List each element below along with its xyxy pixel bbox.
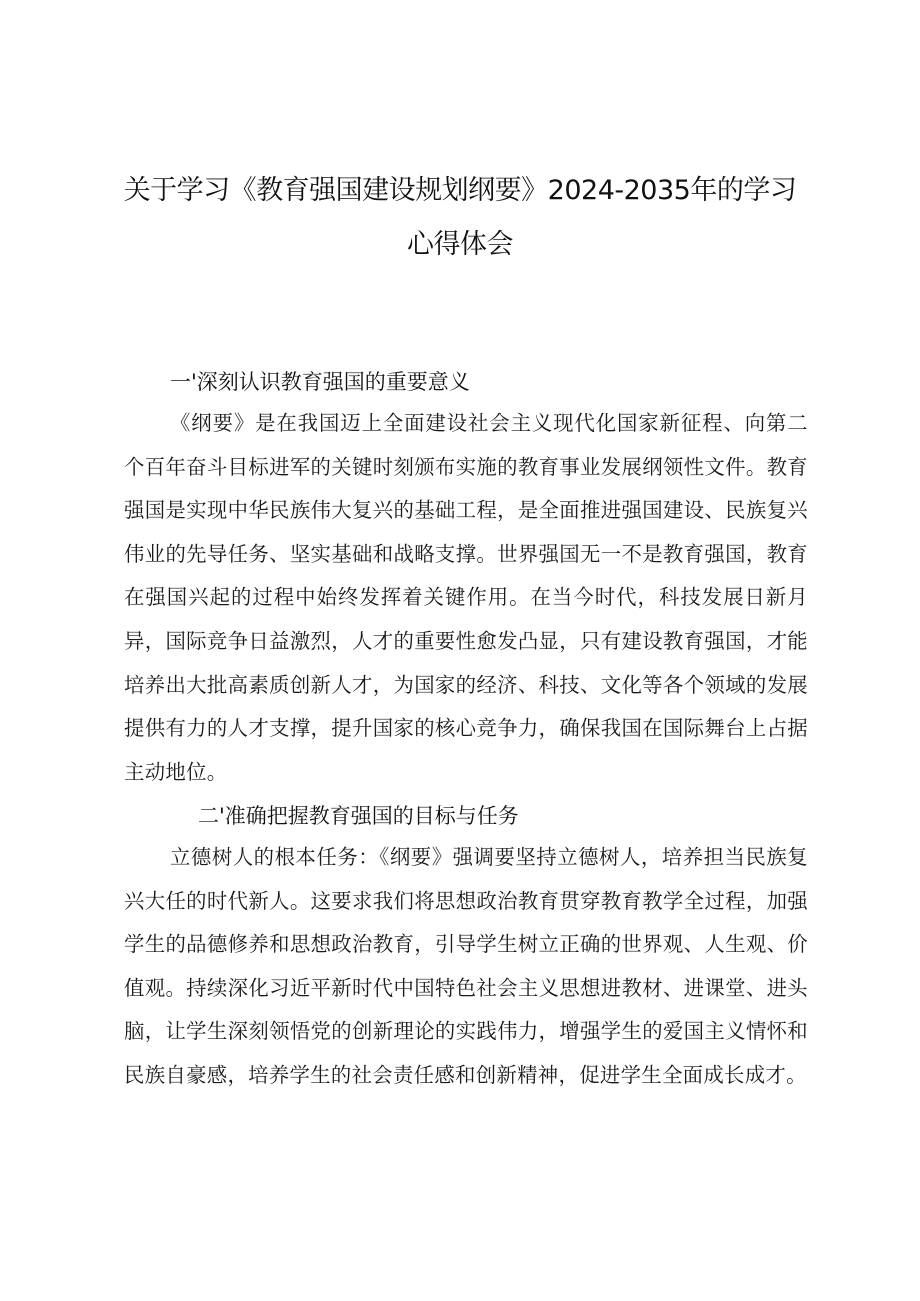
section-heading-1: 一'深刻认识教育强国的重要意义 [170, 370, 470, 394]
document-title-line-1: 关于学习《教育强国建设规划纲要》2024-2035年的学习 [123, 175, 797, 206]
section-paragraph-1: 《纲要》是在我国迈上全面建设社会主义现代化国家新征程、向第二个百年奋斗目标进军的关键时刻颁布实施的教育事业发展纲领性文件。教育强国是实现中华民族伟大复兴的基础工程，是全面推进强国建设、民族复兴伟业的先导任务、坚实基础和战略支撑。世界强国无一不是教育强国，教育在强国兴起的过程中始终发挥着关键作用。在当今时代，科技发展日新月异，国际竞争日益激烈，人才的重要性愈发凸显，只有建设教育强国，才能培养出大批高素质创新人才，为国家的经济、科技、文化等各个领域的发展提供有力的人才支撑，提升国家的核心竞争力，确保我国在国际舞台上占据主动地位。 [124, 411, 808, 784]
document-title-line-2: 心得体会 [407, 229, 513, 260]
section-heading-2: 二'准确把握教育强国的目标与任务 [198, 804, 519, 828]
section-paragraph-2: 立德树人的根本任务：《纲要》强调要坚持立德树人，培养担当民族复兴大任的时代新人。这要求我们将思想政治教育贯穿教育教学全过程，加强学生的品德修养和思想政治教育，引导学生树立正确的世界观、人生观、价值观。持续深化习近平新时代中国特色社会主义思想进教材、进课堂、进头脑，让学生深刻领悟党的创新理论的实践伟力，增强学生的爱国主义情怀和民族自豪感，培养学生的社会责任感和创新精神，促进学生全面成长成才。 [124, 845, 808, 1087]
